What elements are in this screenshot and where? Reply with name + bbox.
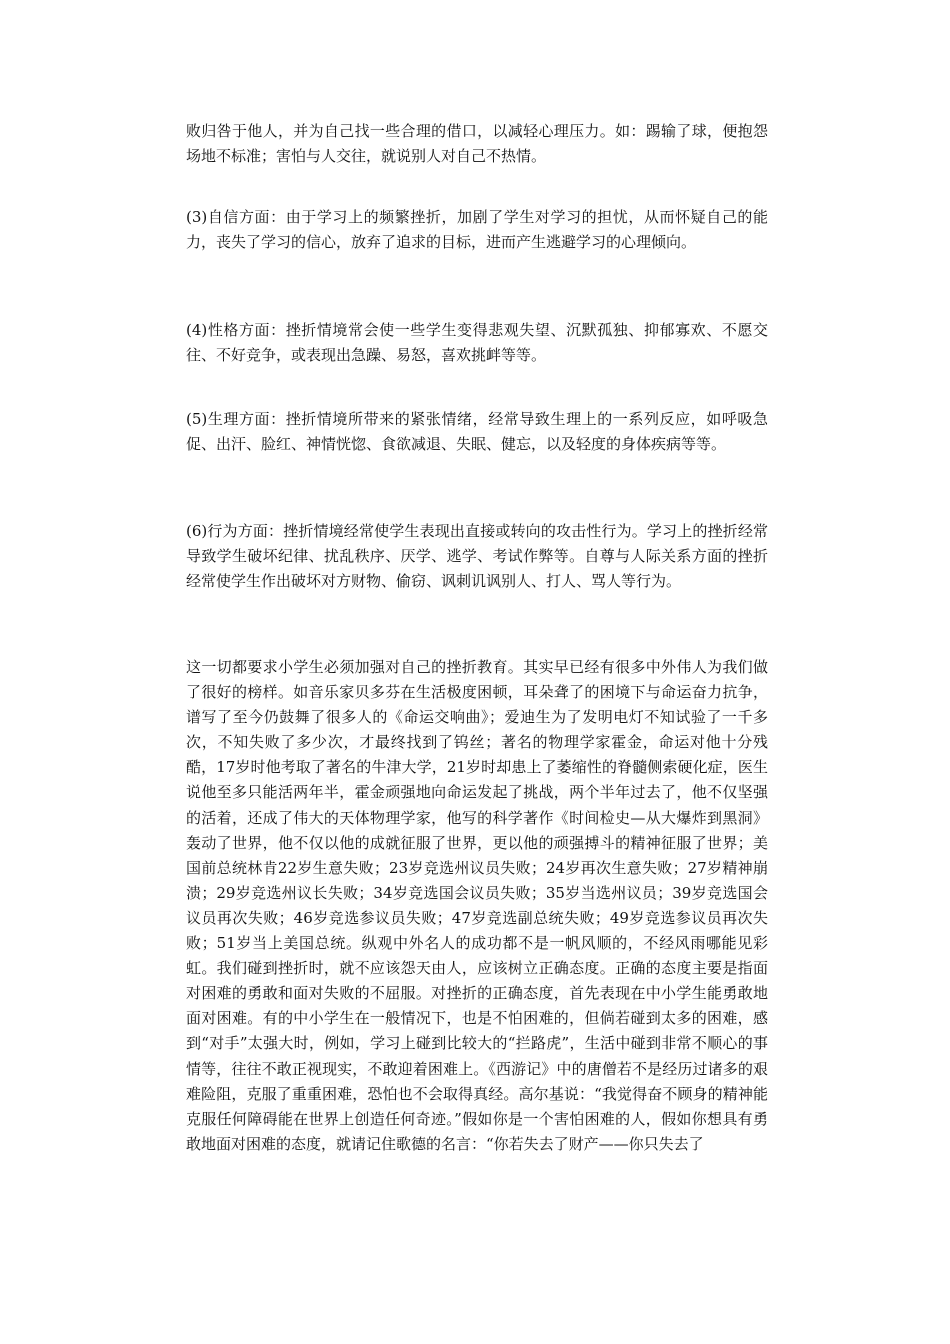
paragraph-behavior: (6)行为方面：挫折情境经常使学生表现出直接或转向的攻击性行为。学习上的挫折经常导致学生破坏纪律、扰乱秩序、厌学、逃学、考试作弊等。自尊与人际关系方面的挫折经常使学生作出破坏对方财物、偷窃、讽刺讥讽别人、打人、骂人等行为。 [186, 522, 768, 591]
paragraph-frustration-education: 这一切都要求小学生必须加强对自己的挫折教育。其实早已经有很多中外伟人为我们做了很好的榜样。如音乐家贝多芬在生活极度困顿，耳朵聋了的困境下与命运奋力抗争，谱写了至今仍鼓舞了很多人的《命运交响曲》；爱迪生为了发明电灯不知试验了一千多次，不知失败了多少次，才最终找到了钨丝；著名的物理学家霍金，命运对他十分残酷，17岁时他考取了著名的牛津大学，21岁时却患上了萎缩性的脊髓侧索硬化症，医生说他至多只能活两年半，霍金顽强地向命运发起了挑战，两个半年过去了，他不仅坚强的活着，还成了伟大的天体物理学家，他写的科学著作《时间检史—从大爆炸到黑洞》轰动了世界，他不仅以他的成就征服了世界，更以他的顽强搏斗的精神征服了世界；美国前总统林肯22岁生意失败；23岁竞选州议员失败；24岁再次生意失败；27岁精神崩溃；29岁竞选州议长失败；34岁竞选国会议员失败；35岁当选州议员；39岁竞选国会议员再次失败；46岁竞选参议员失败；47岁竞选副总统失败；49岁竞选参议员再次失败；51岁当上美国总统。纵观中外名人的成功都不是一帆风顺的，不经风雨哪能见彩虹。我们碰到挫折时，就不应该怨天由人，应该树立正确态度。正确的态度主要是指面对困难的勇敢和面对失败的不屈服。对挫折的正确态度，首先表现在中小学生能勇敢地面对困难。有的中小学生在一般情况下，也是不怕困难的，但倘若碰到太多的困难，感到“对手”太强大时，例如，学习上碰到比较大的“拦路虎”，生活中碰到非常不顺心的事情等，往往不敢正视现实，不敢迎着困难上。《西游记》中的唐僧若不是经历过诸多的艰难险阻，克服了重重困难，恐怕也不会取得真经。高尔基说：“我觉得奋不顾身的精神能克服任何障碍能在世界上创造任何奇迹。”假如你是一个害怕困难的人，假如你想具有勇敢地面对困难的态度，就请记住歌德的名言：“你若失去了财产——你只失去了 [186, 658, 768, 1153]
paragraph-physiology: (5)生理方面：挫折情境所带来的紧张情绪，经常导致生理上的一系列反应，如呼吸急促、出汗、脸红、神情恍惚、食欲减退、失眠、健忘，以及轻度的身体疾病等等。 [186, 410, 768, 454]
paragraph-confidence: (3)自信方面：由于学习上的频繁挫折，加剧了学生对学习的担忧，从而怀疑自己的能力，丧失了学习的信心，放弃了追求的目标，进而产生逃避学习的心理倾向。 [186, 208, 768, 252]
paragraph-attribution-continuation: 败归咎于他人，并为自己找一些合理的借口，以减轻心理压力。如：踢输了球，便抱怨场地不标准；害怕与人交往，就说别人对自己不热情。 [186, 122, 768, 166]
paragraph-personality: (4)性格方面：挫折情境常会使一些学生变得悲观失望、沉默孤独、抑郁寡欢、不愿交往、不好竞争，或表现出急躁、易怒，喜欢挑衅等等。 [186, 321, 768, 365]
